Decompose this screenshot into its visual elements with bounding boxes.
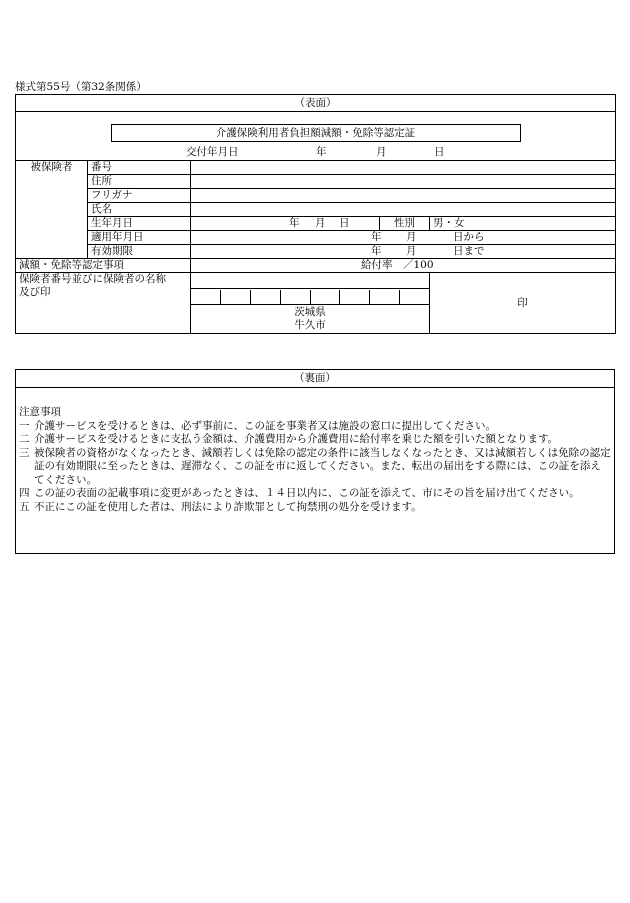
issue-date-row <box>16 146 616 161</box>
insurer-digit-box[interactable] <box>400 290 429 304</box>
field-name-value[interactable] <box>191 203 616 217</box>
field-number-value[interactable] <box>191 161 616 175</box>
note-number: 一 <box>19 419 30 432</box>
note-item <box>19 501 611 515</box>
note-number: 四 <box>19 487 30 499</box>
notes-section <box>16 388 614 514</box>
note-text: 不正にこの証を使用した者は、刑法により詐欺罪として拘禁刑の処分を受けます。 <box>34 500 422 513</box>
insurer-prefecture: 茨城県 <box>294 306 326 318</box>
expiry-until: 日まで <box>453 245 485 257</box>
insurer-digit-box[interactable] <box>370 290 400 304</box>
insurer-label-cell <box>16 273 191 334</box>
field-birthdate-label: 生年月日 <box>88 217 191 231</box>
note-number: 五 <box>19 500 30 513</box>
certificate-title: 介護保険利用者負担額減額・免除等認定証 <box>111 124 521 142</box>
form-number: 様式第55号（第32条関係） <box>15 81 147 93</box>
birth-day: 日 <box>339 217 350 229</box>
issue-month: 月 <box>376 146 387 158</box>
field-applicable-date-label: 適用年月日 <box>88 231 191 245</box>
note-item <box>19 447 611 488</box>
field-applicable-date-value[interactable] <box>191 231 616 245</box>
applicable-from: 日から <box>453 231 485 243</box>
note-text: この証の表面の記載事項に変更があったときは、１４日以内に、この証を添えて、市にその旨を届け出てください。 <box>34 487 580 499</box>
insurer-digit-box[interactable] <box>251 290 281 304</box>
front-side-label: （表面） <box>16 95 616 112</box>
insurer-label-line1: 保険者番号並びに保険者の名称 <box>19 273 166 285</box>
expiry-month: 月 <box>406 245 417 257</box>
field-name-label: 氏名 <box>88 203 191 217</box>
issue-day: 日 <box>434 146 445 158</box>
field-number-label: 番号 <box>88 161 191 175</box>
expiry-year: 年 <box>371 245 382 257</box>
insurer-top-cell <box>191 273 430 289</box>
birth-month: 月 <box>315 217 326 229</box>
insurer-digit-box[interactable] <box>191 290 221 304</box>
insurer-label-line2: 及び印 <box>19 286 51 298</box>
benefit-rate: 給付率 ／100 <box>361 259 434 271</box>
issue-date-label: 交付年月日 <box>186 146 239 158</box>
field-address-label: 住所 <box>88 175 191 189</box>
field-birthdate-value[interactable] <box>191 217 380 231</box>
front-side-table <box>15 94 616 334</box>
field-expiry-label: 有効期限 <box>88 245 191 259</box>
insurer-number-cell[interactable] <box>191 289 430 305</box>
insurer-digit-box[interactable] <box>340 290 370 304</box>
note-text: 介護サービスを受けるときは、必ず事前に、この証を事業者又は施設の窓口に提出してください。 <box>34 419 496 432</box>
note-number: 二 <box>19 433 30 445</box>
note-text: 介護サービスを受けるときに支払う金額は、介護費用から介護費用に給付率を乗じた額を引いた額となります。 <box>34 433 559 445</box>
applicable-year: 年 <box>371 231 382 243</box>
notes-heading: 注意事項 <box>19 406 61 418</box>
insurer-name-cell <box>191 305 430 334</box>
note-number: 三 <box>19 446 30 459</box>
applicable-month: 月 <box>406 231 417 243</box>
note-item <box>19 487 611 501</box>
insurer-digit-box[interactable] <box>311 290 341 304</box>
reduction-label: 減額・免除等認定事項 <box>16 259 191 273</box>
field-expiry-value[interactable] <box>191 245 616 259</box>
reduction-value[interactable] <box>191 259 616 273</box>
insurer-number-digits <box>191 290 429 304</box>
insured-label: 被保険者 <box>16 161 88 259</box>
back-side-panel <box>15 369 615 554</box>
birth-year: 年 <box>289 217 300 229</box>
back-side-label: （裏面） <box>16 370 614 388</box>
sex-label: 性別 <box>380 217 430 231</box>
insurer-digit-box[interactable] <box>221 290 251 304</box>
insurer-city: 牛久市 <box>294 319 326 331</box>
sex-options[interactable]: 男・女 <box>430 217 616 231</box>
insurer-digit-box[interactable] <box>281 290 311 304</box>
issue-year: 年 <box>316 146 327 158</box>
field-furigana-label: フリガナ <box>88 189 191 203</box>
note-item <box>19 433 611 447</box>
note-item <box>19 420 611 434</box>
certificate-title-cell <box>16 112 616 147</box>
seal-cell: 印 <box>430 273 616 334</box>
note-text: 被保険者の資格がなくなったとき、減額若しくは免除の認定の条件に該当しなくなったとき、又は減額若しくは免除の認定証の有効期限に至ったときは、遅滞なく、この証を市に返してください。また、転出の届出をする際には、この証を添えてください。 <box>34 446 611 486</box>
field-address-value[interactable] <box>191 175 616 189</box>
field-furigana-value[interactable] <box>191 189 616 203</box>
